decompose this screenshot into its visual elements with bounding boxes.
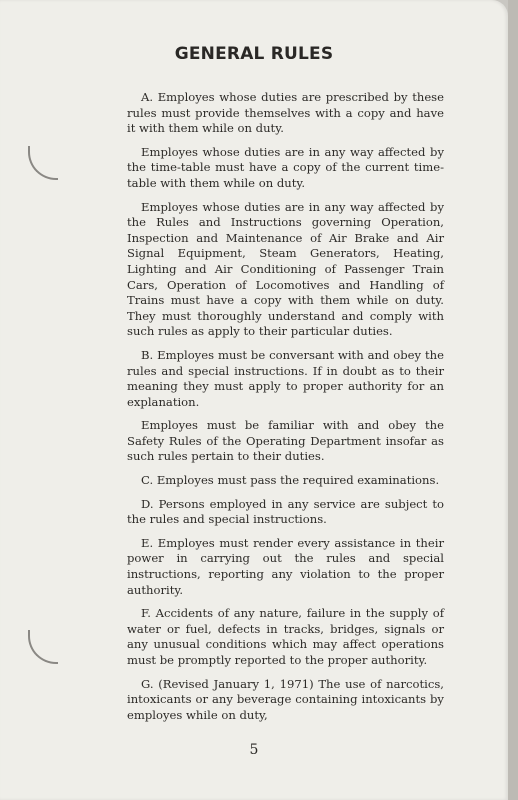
rule-paragraph: G. (Revised January 1, 1971) The use of narcotics, intoxicants or any beverage containing intoxicants by employes while on duty, <box>127 676 444 722</box>
rule-paragraph: Employes must be familiar with and obey the Safety Rules of the Operating Department insofar as such rules pertain to their duties. <box>127 418 444 464</box>
rule-paragraph: F. Accidents of any nature, failure in the supply of water or fuel, defects in tracks, bridges, signals or any unusual conditions which may affect operations must be promptly reported to the proper authority. <box>127 606 444 667</box>
rule-paragraph: A. Employes whose duties are prescribed by these rules must provide themselves with a copy and have it with them while on duty. <box>127 90 444 136</box>
binder-hole <box>28 146 58 180</box>
rule-paragraph: Employes whose duties are in any way affected by the time-table must have a copy of the current time-table with them while on duty. <box>127 144 444 190</box>
rule-paragraph: B. Employes must be conversant with and obey the rules and special instructions. If in doubt as to their meaning they must apply to proper authority for an explanation. <box>127 347 444 409</box>
rule-paragraph: Employes whose duties are in any way affected by the Rules and Instructions governing Operation, Inspection and Maintenance of Air Brake and Air Signal Equipment, Steam Generators, Heating, Lighting and Air Conditioning of Passenger Train Cars, Operation of Locomotives and Handling of Trains must have a copy with them while on duty. They must thoroughly understand and comply with such rules as apply to their particular duties. <box>127 199 444 339</box>
page-title: GENERAL RULES <box>174 44 334 64</box>
page-number: 5 <box>249 742 259 758</box>
page-edge <box>508 0 518 800</box>
binder-hole <box>28 630 58 664</box>
rules-body <box>127 90 444 731</box>
rule-paragraph: E. Employes must render every assistance in their power in carrying out the rules and special instructions, reporting any violation to the proper authority. <box>127 535 444 597</box>
rule-paragraph: C. Employes must pass the required examinations. <box>141 473 440 488</box>
rule-paragraph: D. Persons employed in any service are subject to the rules and special instructions. <box>127 496 444 527</box>
